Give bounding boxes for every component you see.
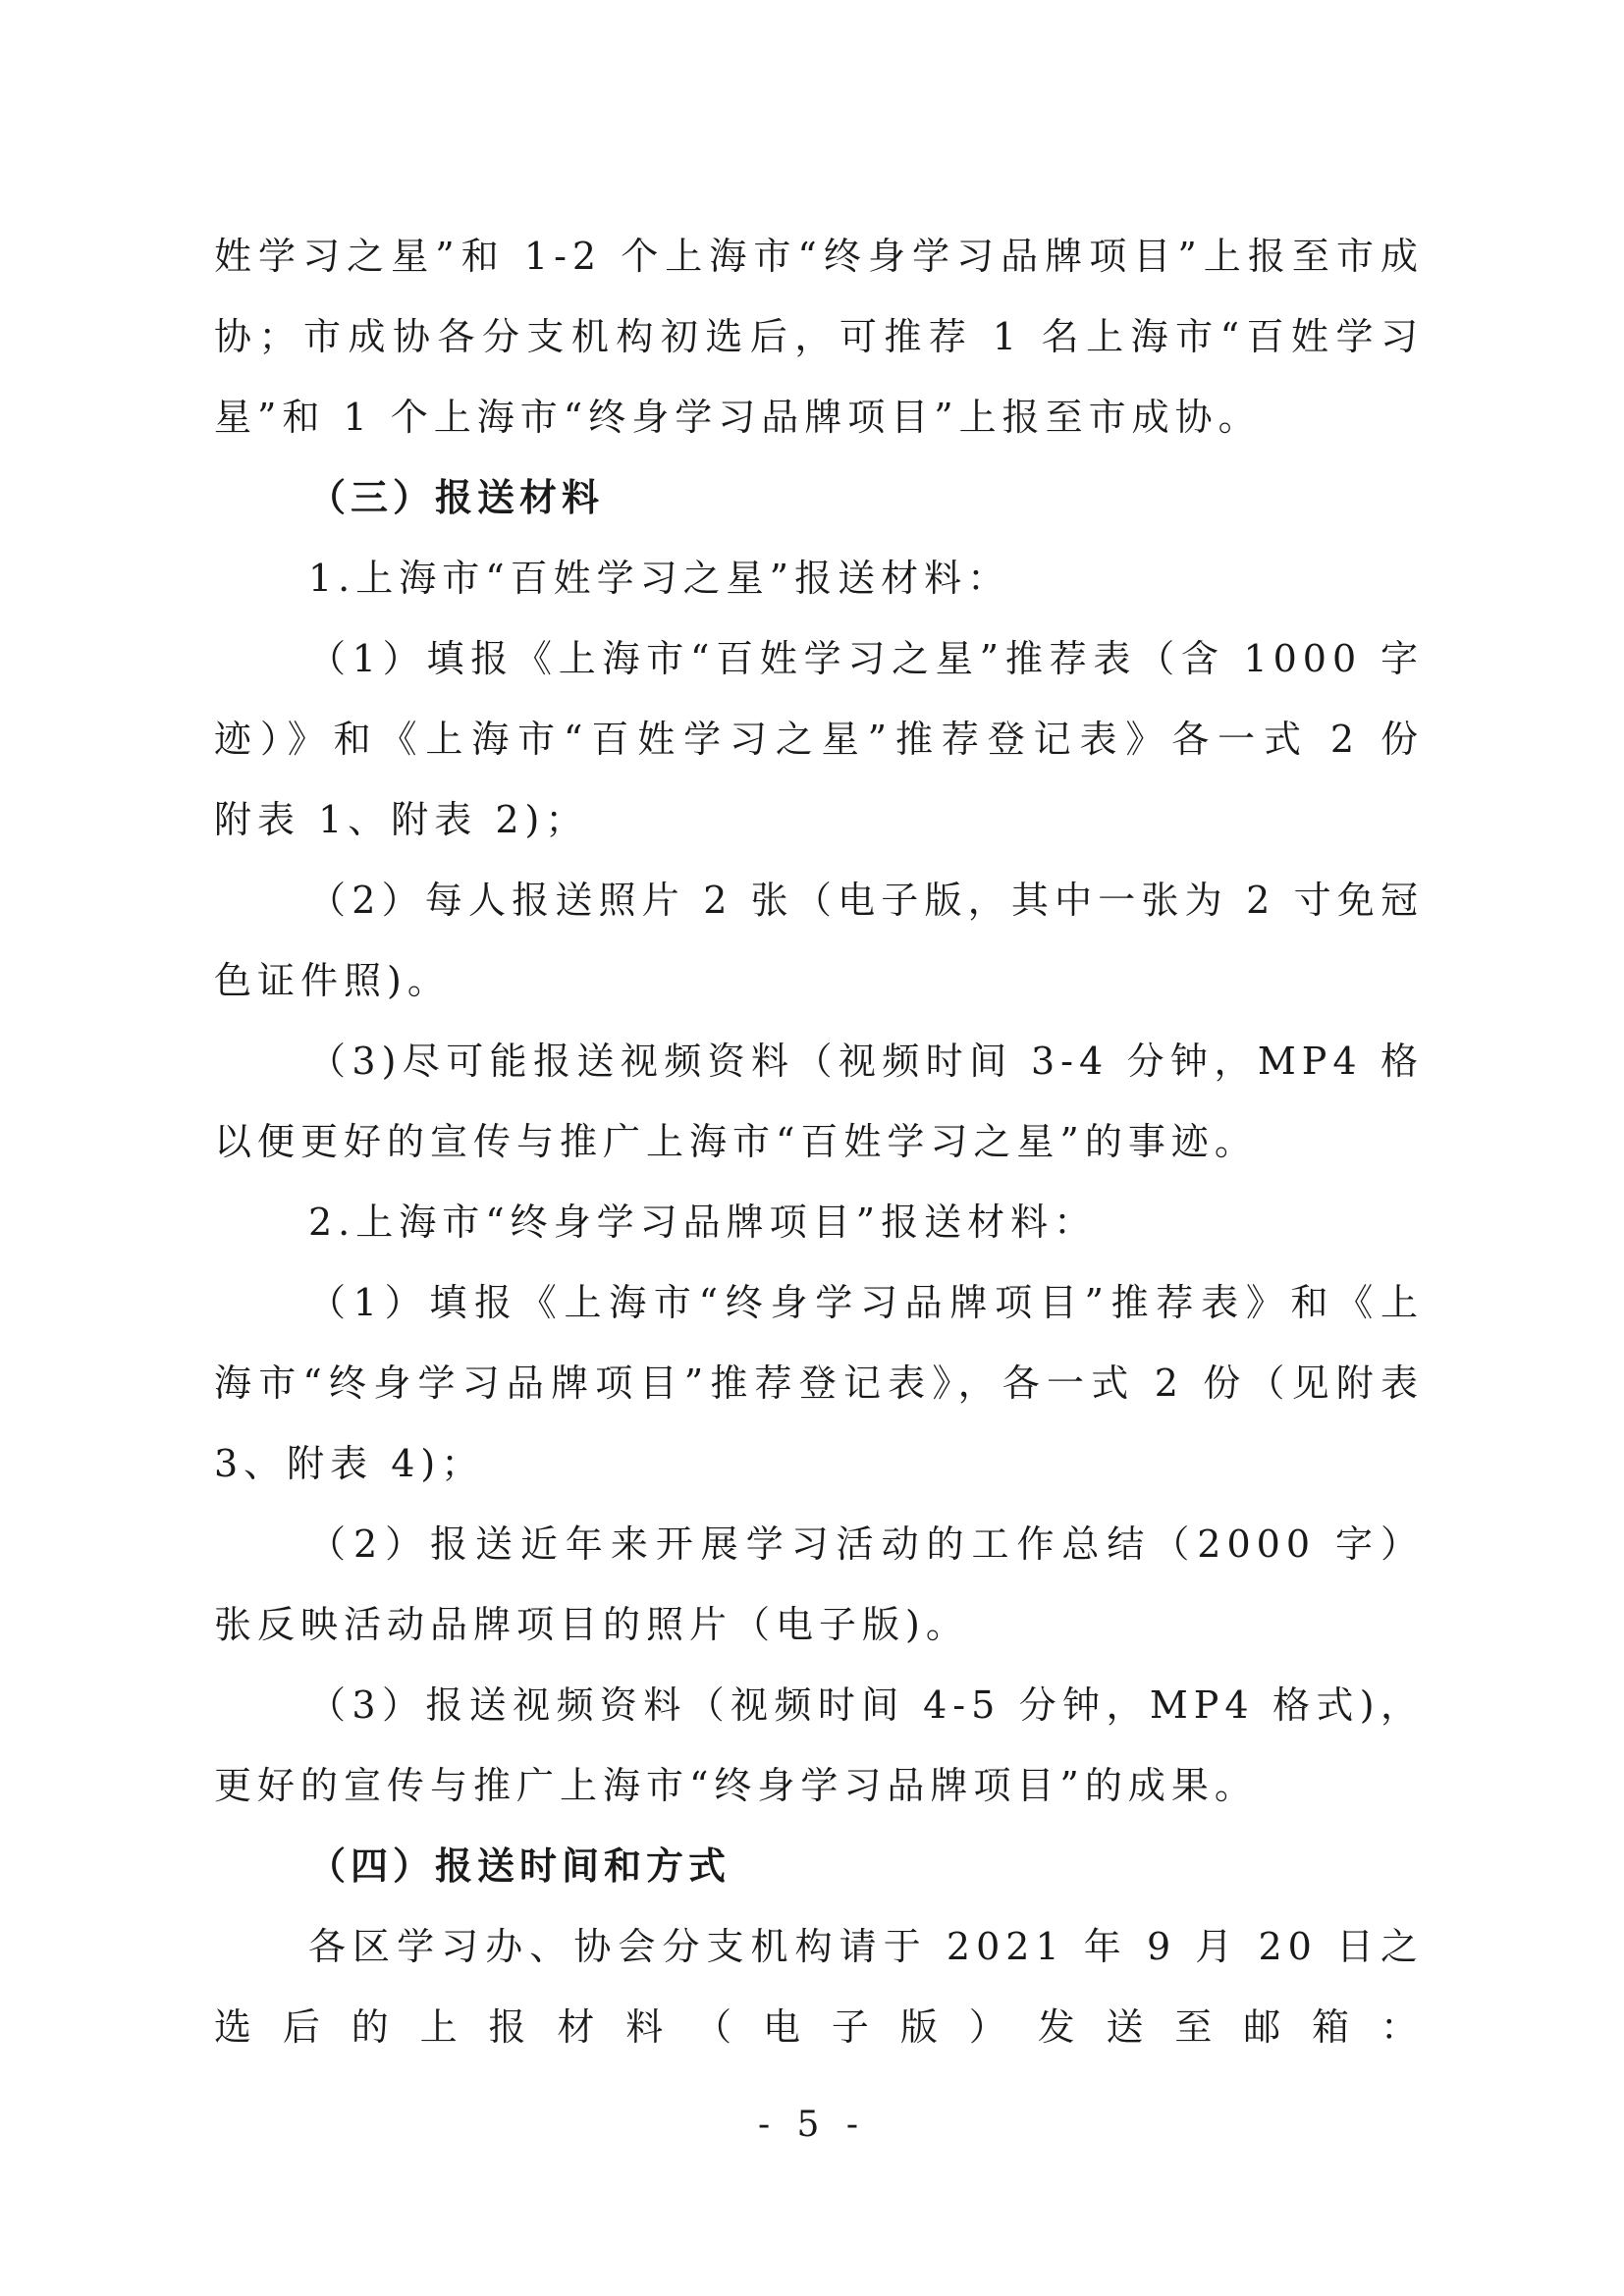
- paragraph-line: （2）每人报送照片 2 张（电子版，其中一张为 2 寸免冠: [308, 879, 1424, 922]
- paragraph-line: 迹）》和《上海市“百姓学习之星”推荐登记表》各一式 2 份: [214, 718, 1424, 761]
- paragraph-line: 更好的宣传与推广上海市“终身学习品牌项目”的成果。: [214, 1764, 1258, 1807]
- paragraph-line: （1）填报《上海市“终身学习品牌项目”推荐表》和《上: [308, 1281, 1424, 1324]
- paragraph-line: 附表 1、附表 2)；: [214, 798, 589, 841]
- paragraph-line: 各区学习办、协会分支机构请于 2021 年 9 月 20 日之: [308, 1925, 1424, 1968]
- paragraph-line: 姓学习之星”和 1-2 个上海市“终身学习品牌项目”上报至市成: [214, 235, 1424, 278]
- paragraph-line: 星”和 1 个上海市“终身学习品牌项目”上报至市成协。: [214, 396, 1262, 439]
- paragraph-line: （3）报送视频资料（视频时间 4-5 分钟，MP4 格式)，: [308, 1683, 1424, 1727]
- subsection-heading-star: 1.上海市“百姓学习之星”报送材料：: [308, 557, 1011, 600]
- paragraph-line: 选后的上报材料（电子版）发送至邮箱：: [214, 2005, 1424, 2049]
- page-number: - 5 -: [757, 2105, 867, 2145]
- section-heading-materials: （三）报送材料: [308, 476, 605, 519]
- paragraph-line: 色证件照)。: [214, 959, 451, 1002]
- paragraph-line: （3)尽可能报送视频资料（视频时间 3-4 分钟，MP4 格: [308, 1040, 1424, 1083]
- paragraph-line: 张反映活动品牌项目的照片（电子版)。: [214, 1603, 969, 1646]
- paragraph-line: 海市“终身学习品牌项目”推荐登记表》，各一式 2 份（见附表: [214, 1362, 1424, 1405]
- body-text: [214, 216, 1424, 2067]
- paragraph-line: （1）填报《上海市“百姓学习之星”推荐表（含 1000 字: [308, 637, 1424, 680]
- subsection-heading-brand: 2.上海市“终身学习品牌项目”报送材料：: [308, 1201, 1098, 1244]
- paragraph-line: 以便更好的宣传与推广上海市“百姓学习之星”的事迹。: [214, 1120, 1258, 1163]
- section-heading-time: （四）报送时间和方式: [308, 1844, 731, 1888]
- paragraph-line: （2）报送近年来开展学习活动的工作总结（2000 字）: [308, 1522, 1424, 1566]
- paragraph-line: 协；市成协各分支机构初选后，可推荐 1 名上海市“百姓学习: [214, 315, 1424, 358]
- paragraph-line: 3、附表 4)；: [214, 1442, 485, 1485]
